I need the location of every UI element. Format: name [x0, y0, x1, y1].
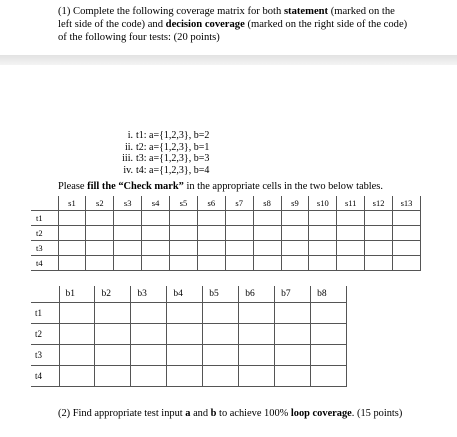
- check-cell[interactable]: [337, 211, 365, 226]
- check-cell[interactable]: [167, 366, 203, 387]
- check-cell[interactable]: [58, 241, 86, 256]
- test-item-numeral: iii.: [122, 153, 133, 165]
- check-cell[interactable]: [365, 256, 393, 271]
- check-cell[interactable]: [275, 303, 311, 324]
- instruction-text: Please fill the “Check mark” in the appropriate cells in the two below tables.: [58, 181, 383, 192]
- check-cell[interactable]: [337, 226, 365, 241]
- decision-coverage-table: [31, 286, 347, 387]
- test-item: [117, 130, 209, 142]
- table-row: [31, 256, 421, 271]
- row-header: t4: [31, 256, 58, 271]
- check-cell[interactable]: [86, 211, 114, 226]
- check-cell[interactable]: [309, 241, 337, 256]
- column-header: s7: [225, 196, 253, 211]
- column-header: b1: [59, 286, 95, 303]
- check-cell[interactable]: [239, 324, 275, 345]
- column-header: b3: [131, 286, 167, 303]
- check-cell[interactable]: [131, 345, 167, 366]
- check-cell[interactable]: [131, 303, 167, 324]
- check-cell[interactable]: [58, 211, 86, 226]
- table-row: [31, 226, 421, 241]
- check-cell[interactable]: [59, 324, 95, 345]
- check-cell[interactable]: [131, 366, 167, 387]
- check-cell[interactable]: [114, 241, 142, 256]
- table-row: [31, 241, 421, 256]
- check-cell[interactable]: [170, 211, 198, 226]
- check-cell[interactable]: [114, 256, 142, 271]
- check-cell[interactable]: [86, 256, 114, 271]
- check-cell[interactable]: [197, 256, 225, 271]
- test-item-text: t2: a={1,2,3}, b=1: [136, 141, 210, 153]
- check-cell[interactable]: [59, 345, 95, 366]
- test-item: [117, 142, 209, 154]
- check-cell[interactable]: [275, 324, 311, 345]
- check-cell[interactable]: [197, 241, 225, 256]
- check-cell[interactable]: [337, 241, 365, 256]
- check-cell[interactable]: [86, 241, 114, 256]
- check-cell[interactable]: [170, 256, 198, 271]
- check-cell[interactable]: [275, 345, 311, 366]
- check-cell[interactable]: [393, 241, 421, 256]
- table-row: [31, 324, 347, 345]
- check-cell[interactable]: [281, 256, 309, 271]
- check-cell[interactable]: [365, 241, 393, 256]
- check-cell[interactable]: [114, 211, 142, 226]
- check-cell[interactable]: [309, 226, 337, 241]
- check-cell[interactable]: [167, 303, 203, 324]
- table-row: [31, 211, 421, 226]
- check-cell[interactable]: [197, 211, 225, 226]
- check-cell[interactable]: [239, 303, 275, 324]
- check-cell[interactable]: [281, 211, 309, 226]
- check-cell[interactable]: [142, 241, 170, 256]
- column-header: s13: [393, 196, 421, 211]
- check-cell[interactable]: [225, 226, 253, 241]
- table-row: [31, 366, 347, 387]
- check-cell[interactable]: [142, 226, 170, 241]
- test-item-numeral: iv.: [123, 164, 133, 176]
- column-header: s10: [309, 196, 337, 211]
- check-cell[interactable]: [311, 303, 347, 324]
- check-cell[interactable]: [253, 256, 281, 271]
- check-cell[interactable]: [59, 366, 95, 387]
- check-cell[interactable]: [393, 226, 421, 241]
- check-cell[interactable]: [253, 226, 281, 241]
- column-header: s8: [253, 196, 281, 211]
- page-break-divider: [0, 55, 457, 65]
- row-header: t2: [31, 324, 59, 345]
- check-cell[interactable]: [95, 324, 131, 345]
- row-header: t3: [31, 345, 59, 366]
- column-header: s9: [281, 196, 309, 211]
- test-item-text: t1: a={1,2,3}, b=2: [136, 130, 210, 141]
- column-header: s3: [114, 196, 142, 211]
- check-cell[interactable]: [311, 366, 347, 387]
- check-cell[interactable]: [167, 324, 203, 345]
- check-cell[interactable]: [197, 226, 225, 241]
- check-cell[interactable]: [309, 256, 337, 271]
- check-cell[interactable]: [58, 226, 86, 241]
- column-header: s2: [86, 196, 114, 211]
- check-cell[interactable]: [225, 211, 253, 226]
- check-cell[interactable]: [311, 324, 347, 345]
- column-header: s6: [197, 196, 225, 211]
- check-cell[interactable]: [225, 256, 253, 271]
- check-cell[interactable]: [95, 366, 131, 387]
- check-cell[interactable]: [393, 256, 421, 271]
- table-row: [31, 345, 347, 366]
- check-cell[interactable]: [203, 324, 239, 345]
- check-cell[interactable]: [239, 366, 275, 387]
- column-header: b8: [311, 286, 347, 303]
- column-header: s11: [337, 196, 365, 211]
- check-cell[interactable]: [142, 256, 170, 271]
- check-cell[interactable]: [95, 345, 131, 366]
- check-cell[interactable]: [253, 241, 281, 256]
- test-item-text: t3: a={1,2,3}, b=3: [136, 153, 210, 165]
- check-cell[interactable]: [281, 241, 309, 256]
- column-header: b2: [95, 286, 131, 303]
- check-cell[interactable]: [167, 345, 203, 366]
- row-header: t1: [31, 211, 58, 226]
- check-cell[interactable]: [170, 226, 198, 241]
- check-cell[interactable]: [95, 303, 131, 324]
- check-cell[interactable]: [311, 345, 347, 366]
- column-header: b4: [167, 286, 203, 303]
- table-row: [31, 303, 347, 324]
- column-header: s1: [58, 196, 86, 211]
- row-header: t1: [31, 303, 59, 324]
- check-cell[interactable]: [59, 303, 95, 324]
- check-cell[interactable]: [58, 256, 86, 271]
- check-cell[interactable]: [86, 226, 114, 241]
- check-cell[interactable]: [365, 211, 393, 226]
- column-header: b7: [275, 286, 311, 303]
- check-cell[interactable]: [281, 226, 309, 241]
- question-2-text: (2) Find appropriate test input a and b to achieve 100% loop coverage. (15 points): [58, 408, 403, 419]
- check-cell[interactable]: [393, 211, 421, 226]
- row-header: t2: [31, 226, 58, 241]
- statement-coverage-table: [31, 196, 421, 271]
- test-list: [117, 130, 209, 176]
- check-cell[interactable]: [203, 366, 239, 387]
- check-cell[interactable]: [203, 345, 239, 366]
- check-cell[interactable]: [203, 303, 239, 324]
- column-header: b6: [239, 286, 275, 303]
- test-item-text: t4: a={1,2,3}, b=4: [136, 164, 210, 176]
- check-cell[interactable]: [275, 366, 311, 387]
- corner-cell: [31, 196, 58, 211]
- check-cell[interactable]: [253, 211, 281, 226]
- check-cell[interactable]: [239, 345, 275, 366]
- check-cell[interactable]: [337, 256, 365, 271]
- column-header: s5: [170, 196, 198, 211]
- column-header: s4: [142, 196, 170, 211]
- check-cell[interactable]: [142, 211, 170, 226]
- column-header: b5: [203, 286, 239, 303]
- row-header: t4: [31, 366, 59, 387]
- test-item-numeral: i.: [127, 130, 133, 141]
- question-1-text: (1) Complete the following coverage matrix for both statement (marked on the left side of the code) and decision coverage (marked on the right side of the code) of the following four tests: (20 points): [58, 6, 408, 43]
- test-item: [117, 165, 209, 177]
- check-cell[interactable]: [309, 211, 337, 226]
- check-cell[interactable]: [170, 241, 198, 256]
- column-header: s12: [365, 196, 393, 211]
- check-cell[interactable]: [365, 226, 393, 241]
- check-cell[interactable]: [131, 324, 167, 345]
- row-header: t3: [31, 241, 58, 256]
- test-item-numeral: ii.: [124, 141, 133, 153]
- corner-cell: [31, 286, 59, 303]
- check-cell[interactable]: [114, 226, 142, 241]
- check-cell[interactable]: [225, 241, 253, 256]
- test-item: [117, 153, 209, 165]
